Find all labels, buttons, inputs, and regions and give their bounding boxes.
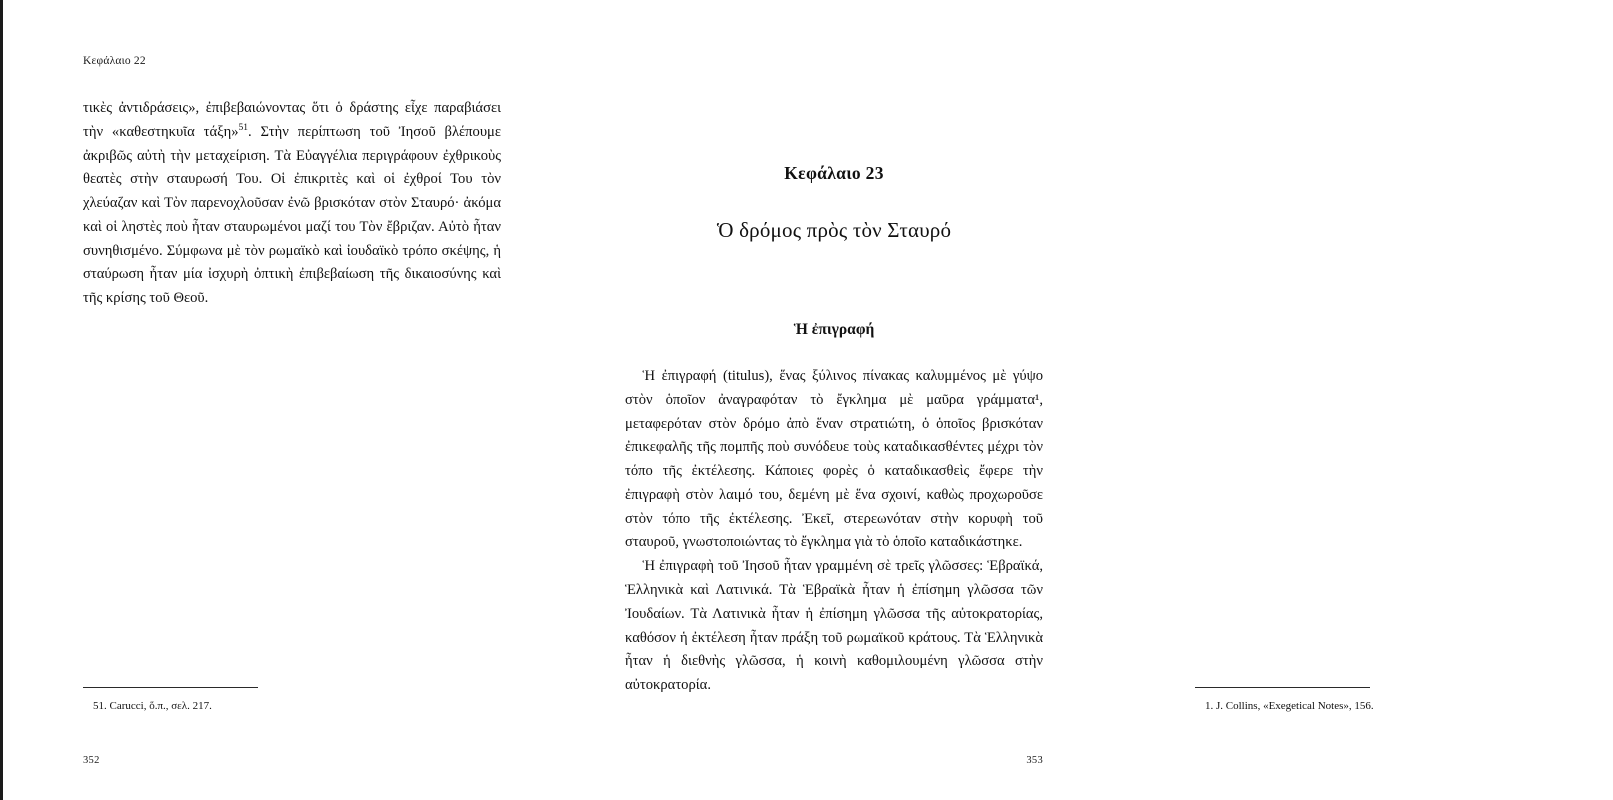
right-page-body: [625, 365, 1043, 698]
footnote-area-left: [83, 687, 501, 715]
section-title: Ἡ ἐπιγραφή: [793, 321, 875, 338]
chapter-heading: [625, 163, 1043, 243]
page-number-right: 353: [1026, 755, 1043, 766]
chapter-number: Κεφάλαιο 23: [784, 163, 884, 183]
left-page-body: [83, 97, 501, 311]
paragraph: τικὲς ἀντιδράσεις», ἐπιβεβαιώνοντας ὅτι ὁ δράστης εἶχε παραβιάσει τὴν «καθεστηκυῖα τάξη»$^{51}$. Στὴν περίπτωση τοῦ Ἰησοῦ βλέπουμε ἀκριβῶς αὐτὴ τὴν μεταχείριση. Τὰ Εὐαγγέλια περιγράφουν ἐχθρικοὺς θεατὲς στὴν σταυρωσή Του. Οἱ ἐπικριτὲς καὶ οἱ ἐχθροί Του τὸν χλεύαζαν καὶ Τὸν παρενοχλοῦσαν ἐνῶ βρισκόταν στὸν Σταυρό· ἀκόμα καὶ οἱ ληστὲς ποὺ ἦταν σταυρωμένοι μαζί του Τὸν ἔβριζαν. Αὐτὸ ἦταν συνηθισμένο. Σύμφωνα μὲ τὸν ρωμαϊκὸ καὶ ἰουδαϊκὸ τρόπο σκέψης, ἡ σταύρωση ἦταν μία ἰσχυρὴ ὀπτικὴ ἐπιβεβαίωση τῆς δικαιοσύνης καὶ τῆς κρίσης τοῦ Θεοῦ.: [83, 100, 502, 307]
right-page: [563, 0, 1374, 800]
footnote-separator: [83, 687, 258, 688]
running-head-left: Κεφάλαιο 22: [83, 55, 146, 67]
chapter-title: Ὁ δρόμος πρὸς τὸν Σταυρό: [716, 218, 952, 242]
footnote-text-left: 51. Carucci, ὅ.π., σελ. 217.: [93, 699, 212, 712]
paragraph-text-part2: Στὴν περίπτωση τοῦ Ἰησοῦ βλέπουμε ἀκριβῶς αὐτὴ τὴν μεταχείριση. Τὰ Εὐαγγέλια περιγράφουν ἐχθρικοὺς θεατὲς στὴν σταυρωσή Του. Οἱ ἐπικριτὲς καὶ οἱ ἐχθροί Του τὸν χλεύαζαν καὶ Τὸν παρενοχλοῦσαν ἐνῶ βρισκόταν στὸν Σταυρό· ἀκόμα καὶ οἱ ληστὲς ποὺ ἦταν σταυρωμένοι μαζί του Τὸν ἔβριζαν. Αὐτὸ ἦταν συνηθισμένο. Σύμφωνα μὲ τὸν ρωμαϊκὸ καὶ ἰουδαϊκὸ τρόπο σκέψης, ἡ σταύρωση ἦταν μία ἰσχυρὴ ὀπτικὴ ἐπιβεβαίωση τῆς δικαιοσύνης καὶ τῆς κρίσης τοῦ Θεοῦ.: [83, 123, 502, 307]
footnote-text-right: 1. J. Collins, «Exegetical Notes», 156.: [1205, 699, 1374, 712]
footnote-separator: [1195, 687, 1370, 688]
paragraph-text-part1: τικὲς ἀντιδράσεις», ἐπιβεβαιώνοντας ὅτι ὁ δράστης εἶχε παραβιάσει τὴν «καθεστηκυῖα τάξη»: [83, 100, 501, 140]
left-page: [3, 0, 563, 800]
page-number-left: 352: [83, 755, 100, 766]
footnote-area-right: [1195, 687, 1613, 715]
paragraph: Ἡ ἐπιγραφὴ τοῦ Ἰησοῦ ἦταν γραμμένη σὲ τρεῖς γλῶσσες: Ἑβραϊκά, Ἑλληνικὰ καὶ Λατινικά. Τὰ Ἑβραϊκὰ ἦταν ἡ ἐπίσημη γλῶσσα τῶν Ἰουδαίων. Τὰ Λατινικὰ ἦταν ἡ ἐπίσημη γλῶσσα τῆς αὐτοκρατορίας, καθόσον ἡ ἐκτέλεση ἦταν πράξη τοῦ ρωμαϊκοῦ κράτους. Τὰ Ἑλληνικὰ ἦταν ἡ διεθνὴς γλῶσσα, ἡ κοινὴ καθομιλουμένη γλῶσσα στὴν αὐτοκρατορία.: [625, 558, 1043, 694]
paragraph: Ἡ ἐπιγραφή (titulus), ἕνας ξύλινος πίνακας καλυμμένος μὲ γύψο στὸν ὁποῖον ἀναγραφόταν τὸ ἔγκλημα μὲ μαῦρα γράμματα¹, μεταφερόταν στὸν δρόμο ἀπὸ ἕναν στρατιώτη, ὁ ὁποῖος βρισκόταν ἐπικεφαλῆς τῆς πομπῆς ποὺ συνόδευε τοὺς καταδικασθέντες μέχρι τὸν τόπο τῆς ἐκτέλεσης. Κάποιες φορὲς ὁ καταδικασθεὶς ἔφερε τὴν ἐπιγραφὴ στὸν λαιμό του, δεμένη μὲ ἕνα σχοινί, καθὼς προχωροῦσε στὸν τόπο τῆς ἐκτέλεσης. Ἐκεῖ, στερεωνόταν στὴν κορυφὴ τοῦ σταυροῦ, γνωστοποιώντας τὸ ἔγκλημα γιὰ τὸ ὁποῖο καταδικάστηκε.: [625, 368, 1043, 551]
footnote-marker: 51: [238, 122, 249, 133]
